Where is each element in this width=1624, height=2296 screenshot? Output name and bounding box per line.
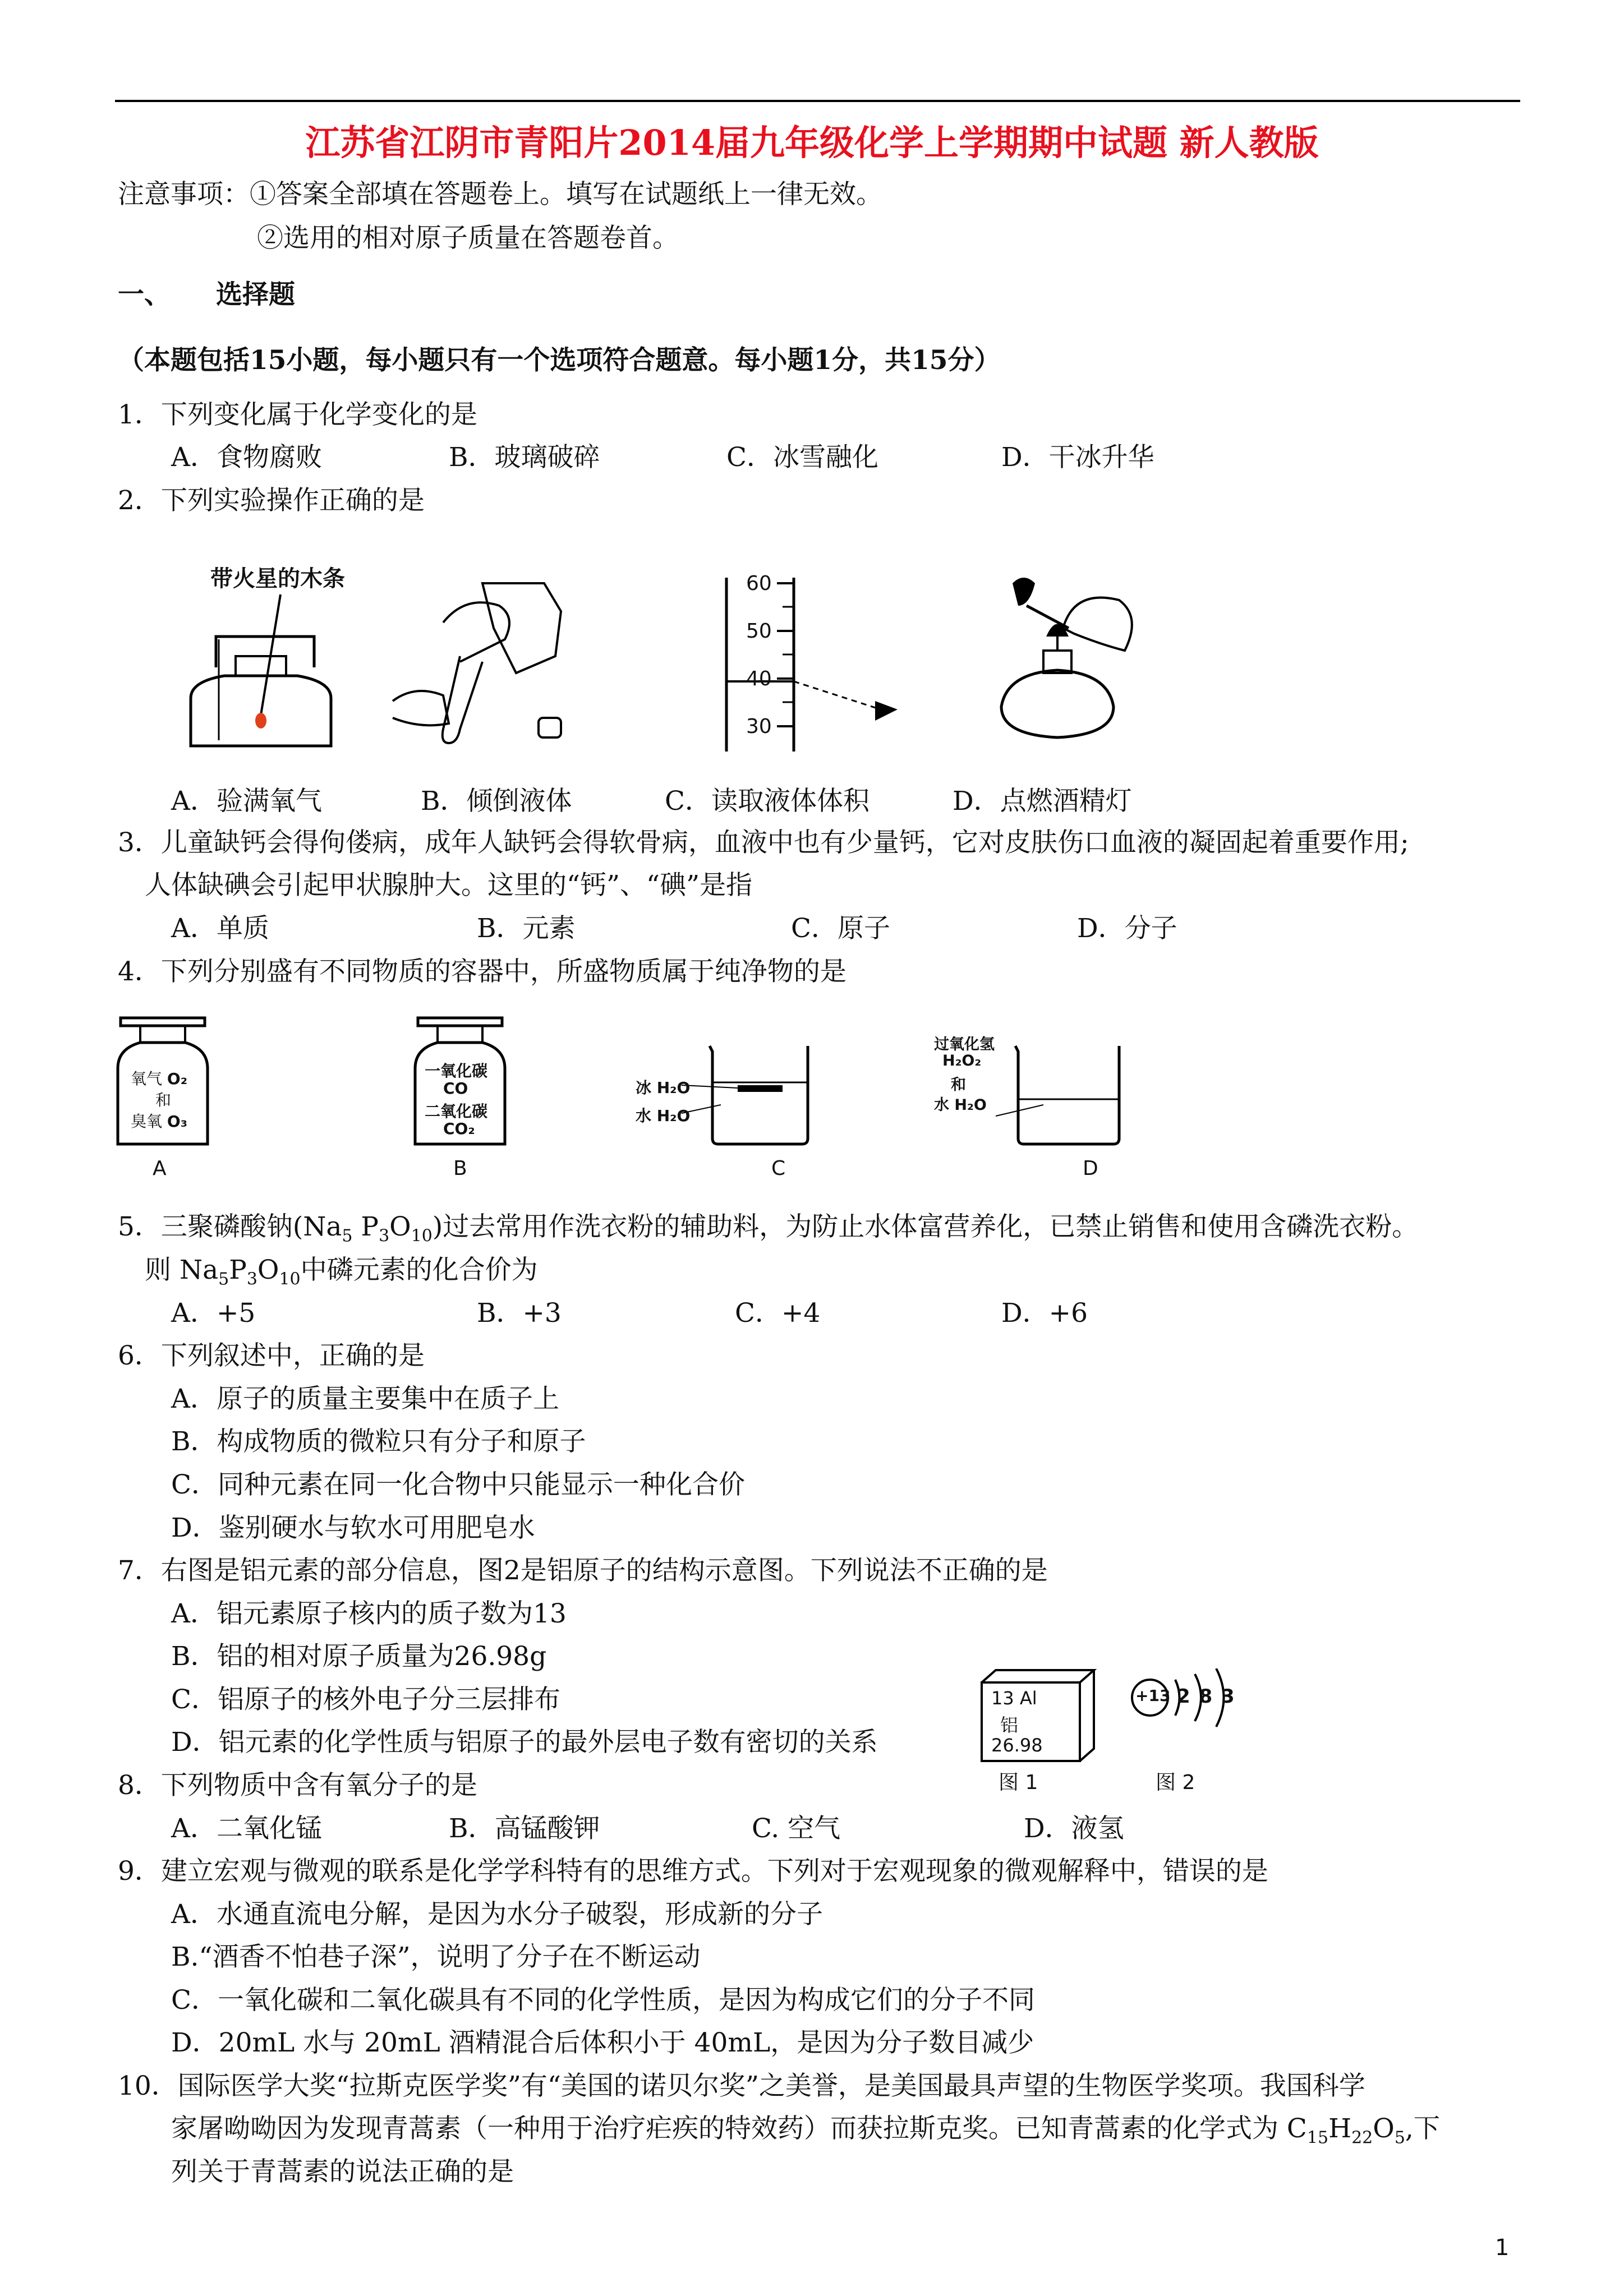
bottle-a-line-1: 氧气 O₂ xyxy=(131,1069,187,1088)
alcohol-lamp-icon xyxy=(962,566,1164,751)
q9-stem: 9．建立宏观与微观的联系是化学学科特有的思维方式。下列对于宏观现象的微观解释中，错误的是 xyxy=(118,1856,1268,1887)
q10-stem-line-1: 10．国际医学大奖“拉斯克医学奖”有“美国的诺贝尔奖”之美誉，是美国最具声望的生物医学奖项。我国科学 xyxy=(118,2071,1365,2101)
q3-option-b: B．元素 xyxy=(477,913,576,944)
section-instruction: （本题包括15小题，每小题只有一个选项符合题意。每小题1分，共15分） xyxy=(118,345,1001,376)
q1-option-d: D．干冰升华 xyxy=(1001,442,1154,473)
q4-bottle-a xyxy=(115,1015,210,1147)
q2-option-c: C．读取液体体积 xyxy=(665,786,869,817)
q2-figure-d xyxy=(962,566,1164,751)
q7-figure-2 xyxy=(1128,1668,1240,1758)
notice-line-1 xyxy=(118,178,882,211)
q2-figure-b xyxy=(370,561,606,751)
q7-option-a: A．铝元素原子核内的质子数为13 xyxy=(171,1598,567,1629)
bottle-b-line-2: CO xyxy=(443,1079,468,1098)
q3-option-d: D．分子 xyxy=(1077,913,1177,944)
q10-stem-line-3: 列关于青蒿素的说法正确的是 xyxy=(171,2156,514,2187)
q4-caption-c: C xyxy=(771,1157,786,1180)
page-title: 江苏省江阴市青阳片2014届九年级化学上学期期中试题 新人教版 xyxy=(305,122,1319,163)
q7-option-d: D．铝元素的化学性质与铝原子的最外层电子数有密切的关系 xyxy=(171,1727,878,1758)
q8-option-c: C. 空气 xyxy=(752,1813,841,1844)
q6-option-b: B．构成物质的微粒只有分子和原子 xyxy=(171,1426,586,1457)
scale-label-40: 40 xyxy=(746,667,772,690)
atom-shell-electrons: 2 8 3 xyxy=(1177,1685,1235,1708)
beaker-d-label-1: 过氧化氢 xyxy=(934,1036,995,1053)
notice-label: 注意事项： xyxy=(118,179,250,210)
page-number: 1 xyxy=(1495,2235,1510,2261)
q3-stem-line-1: 3．儿童缺钙会得佝偻病，成年人缺钙会得软骨病，血液中也有少量钙，它对皮肤伤口血液的凝固起着重要作用; xyxy=(118,827,1409,858)
q7-stem: 7．右图是铝元素的部分信息，图2是铝原子的结构示意图。下列说法不正确的是 xyxy=(118,1555,1048,1586)
element-cell-mass: 26.98 xyxy=(991,1735,1043,1756)
top-rule xyxy=(115,100,1520,102)
q2-figure-c xyxy=(712,566,914,751)
q5-stem-line-1: 5．三聚磷酸钠($Na_5$ $P_3O_{10}$)过去常用作洗衣粉的辅助料，为防止水体富营养化，已禁止销售和使用含磷洗衣粉。 xyxy=(118,1211,1419,1246)
element-cell-name: 铝 xyxy=(1000,1714,1019,1736)
q2-figure-a xyxy=(168,561,381,751)
q5-option-c: C．+4 xyxy=(735,1298,821,1329)
gas-bottle-icon xyxy=(168,561,381,751)
notice-item-1: ①答案全部填在答题卷上。填写在试题纸上一律无效。 xyxy=(250,179,882,210)
q4-stem: 4．下列分别盛有不同物质的容器中，所盛物质属于纯净物的是 xyxy=(118,956,846,987)
scale-label-50: 50 xyxy=(746,620,772,643)
beaker-d-label-3: 和 xyxy=(951,1076,966,1094)
q4-beaker-c xyxy=(631,1043,833,1147)
q4-caption-b: B xyxy=(453,1157,467,1180)
q10-stem-line-2: 家屠呦呦因为发现青蒿素（一种用于治疗疟疾的特效药）而获拉斯克奖。已知青蒿素的化学式为 $C_{15}H_{22}O_5$,下 xyxy=(171,2113,1440,2148)
beaker-c-label-2: 水 H₂O xyxy=(636,1106,691,1125)
q1-option-c: C．冰雪融化 xyxy=(726,442,878,473)
q4-caption-a: A xyxy=(153,1157,167,1180)
bottle-a-line-3: 臭氧 O₃ xyxy=(131,1112,187,1131)
q5-option-d: D．+6 xyxy=(1001,1298,1088,1329)
pouring-liquid-icon xyxy=(370,561,606,751)
q6-stem: 6．下列叙述中，正确的是 xyxy=(118,1340,425,1371)
atom-structure-icon xyxy=(1128,1668,1240,1758)
q9-option-d: D．20mL 水与 20mL 酒精混合后体积小于 40mL，是因为分子数目减少 xyxy=(171,2027,1034,2058)
q7-figure-1 xyxy=(979,1668,1102,1764)
q3-option-c: C．原子 xyxy=(791,913,890,944)
beaker-c-label-1: 冰 H₂O xyxy=(636,1078,691,1097)
q8-option-b: B．高锰酸钾 xyxy=(449,1813,600,1844)
q1-option-b: B．玻璃破碎 xyxy=(449,442,600,473)
q3-stem-line-2: 人体缺碘会引起甲状腺肿大。这里的“钙”、“碘”是指 xyxy=(145,870,753,901)
section-number: 一、 xyxy=(118,279,171,310)
bottle-b-line-4: CO₂ xyxy=(443,1119,475,1138)
q4-beaker-d xyxy=(931,1032,1144,1147)
bottle-a-line-2: 和 xyxy=(155,1091,172,1109)
bottle-b-line-1: 一氧化碳 xyxy=(425,1062,488,1080)
q2-figure-a-label: 带火星的木条 xyxy=(210,566,345,592)
q7-option-b: B．铝的相对原子质量为26.98g xyxy=(171,1641,547,1672)
section-name: 选择题 xyxy=(216,279,295,310)
q6-option-a: A．原子的质量主要集中在质子上 xyxy=(171,1384,559,1414)
q5-option-a: A．+5 xyxy=(171,1298,256,1329)
q8-option-d: D．液氢 xyxy=(1024,1813,1124,1844)
q3-option-a: A．单质 xyxy=(171,913,269,944)
notice-item-2: ②选用的相对原子质量在答题卷首。 xyxy=(257,223,679,253)
q4-bottle-b xyxy=(412,1015,508,1147)
q8-stem: 8．下列物质中含有氧分子的是 xyxy=(118,1770,477,1801)
q8-option-a: A．二氧化锰 xyxy=(171,1813,322,1844)
atom-nucleus-charge: +13 xyxy=(1135,1686,1171,1705)
bottle-b-line-3: 二氧化碳 xyxy=(425,1102,488,1121)
q6-option-c: C．同种元素在同一化合物中只能显示一种化合价 xyxy=(171,1469,745,1500)
q2-stem: 2．下列实验操作正确的是 xyxy=(118,485,425,516)
beaker-d-label-4: 水 H₂O xyxy=(934,1096,987,1114)
q5-option-b: B．+3 xyxy=(477,1298,562,1329)
q6-option-d: D．鉴别硬水与软水可用肥皂水 xyxy=(171,1513,535,1543)
q2-option-b: B．倾倒液体 xyxy=(421,786,572,817)
q5-stem-line-2: 则 $Na_5P_3O_{10}$中磷元素的化合价为 xyxy=(145,1255,538,1289)
q2-option-a: A．验满氧气 xyxy=(171,786,322,817)
q7-option-c: C．铝原子的核外电子分三层排布 xyxy=(171,1684,560,1715)
q7-figure-2-caption: 图 2 xyxy=(1156,1771,1195,1794)
q7-figure-1-caption: 图 1 xyxy=(999,1771,1038,1794)
graduated-cylinder-icon xyxy=(712,566,914,751)
element-cell-number: 13 Al xyxy=(991,1688,1037,1709)
q4-caption-d: D xyxy=(1083,1157,1098,1180)
beaker-d-label-2: H₂O₂ xyxy=(942,1052,982,1069)
q9-option-b: B.“酒香不怕巷子深”，说明了分子在不断运动 xyxy=(171,1942,701,1972)
q9-option-a: A．水通直流电分解，是因为水分子破裂，形成新的分子 xyxy=(171,1899,823,1930)
scale-label-30: 30 xyxy=(746,715,772,738)
q9-option-c: C．一氧化碳和二氧化碳具有不同的化学性质，是因为构成它们的分子不同 xyxy=(171,1985,1035,2016)
q2-option-d: D．点燃酒精灯 xyxy=(953,786,1132,817)
scale-label-60: 60 xyxy=(746,572,772,595)
q1-stem: 1．下列变化属于化学变化的是 xyxy=(118,399,477,430)
q1-option-a: A．食物腐败 xyxy=(171,442,322,473)
